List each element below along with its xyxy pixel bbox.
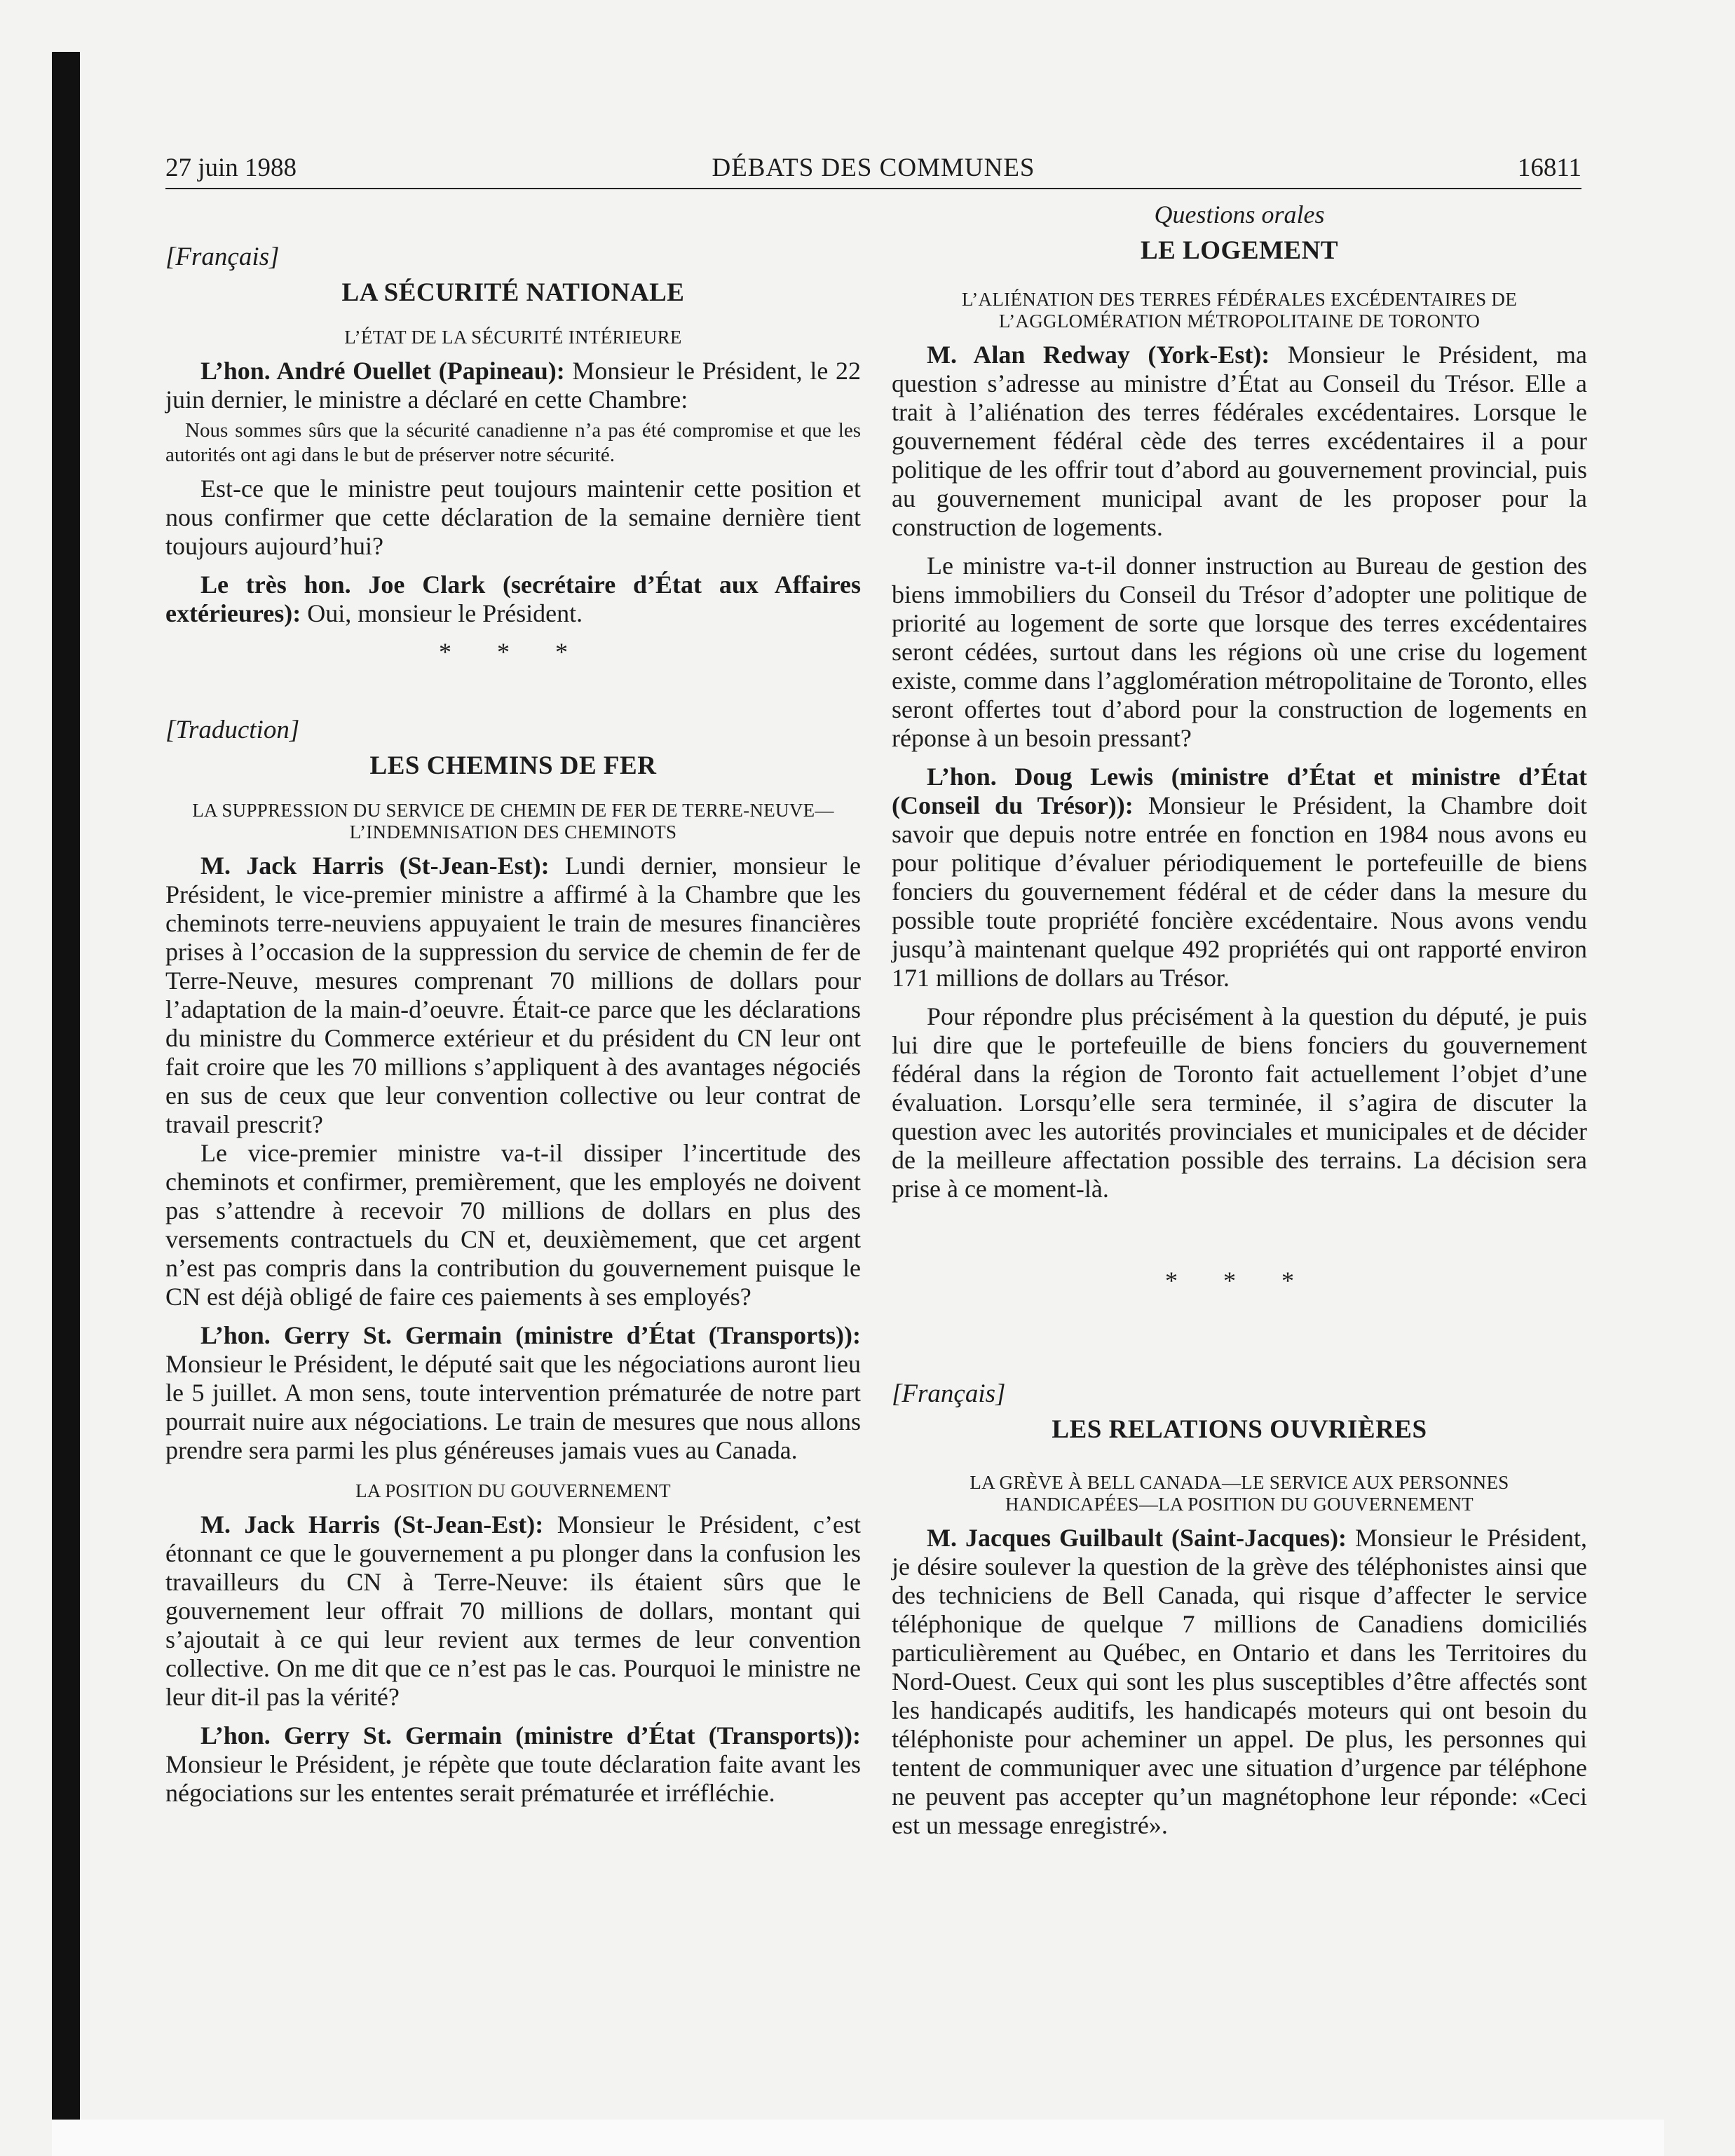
paragraph-text: Monsieur le Président, c’est étonnant ce que le gouvernement a pu plonger dans la confusion les travailleurs du CN à Terre-Neuve: ils étaient sûrs que le gouvernement leur offrait 70 millions de dollars, montant qui s’ajoutait à ce qui leur revient aux termes de leur convention collective. On me dit que ce n’est pas le cas. Pourquoi le ministre ne leur dit-il pas la vérité? [165, 1510, 861, 1711]
language-tag: [Français] [165, 243, 280, 271]
separator-stars: * * * [1165, 1267, 1314, 1295]
paragraph-text: Oui, monsieur le Président. [301, 599, 583, 627]
scan-edge [52, 52, 80, 2120]
paragraph [165, 1321, 861, 1465]
header-rule [165, 188, 1581, 189]
language-tag: [Français] [892, 1379, 1006, 1408]
paragraph [892, 341, 1587, 542]
speaker: M. Alan Redway (York-Est): [927, 341, 1270, 369]
quote-text: Nous sommes sûrs que la sécurité canadienne n’a pas été compromise et que les autorités ont agi dans le but de préserver notre sécurité. [165, 419, 861, 466]
paragraph [165, 1721, 861, 1808]
paragraph-text: Monsieur le Président, la Chambre doit savoir que depuis notre entrée en fonction en 1984 nous avons eu pour politique d’évaluer périodiquement le portefeuille de biens fonciers du gouvernement fédéral et de céder dans la mesure du possible toute propriété foncière excédentaire. Nous avons vendu jusqu’à maintenant quelque 492 propriétés qui ont rapporté environ 171 millions de dollars au Trésor. [892, 791, 1587, 992]
paragraph [165, 571, 861, 628]
left-column [165, 200, 861, 1808]
paragraph [892, 763, 1587, 992]
paragraph-text: Lundi dernier, monsieur le Président, le vice-premier ministre a affirmé à la Chambre que les cheminots terre-neuviens appuyaient le train de mesures financières prises à l’occasion de la suppression du service de chemin de fer de Terre-Neuve, mesures comprenant 70 millions de dollars pour l’adaptation de la main-d’oeuvre. Était-ce parce que les déclarations du ministre du Commerce extérieur et du président du CN leur ont fait croire que les 70 millions s’appliquent à des avantages négociés en sus de ceux que leur convention collective ou leur contrat de travail prescrit? [165, 852, 861, 1138]
header-date: 27 juin 1988 [165, 153, 297, 182]
speaker: M. Jack Harris (St-Jean-Est): [200, 1510, 544, 1538]
section-subheading: L’ÉTAT DE LA SÉCURITÉ INTÉRIEURE [344, 327, 682, 348]
paragraph [165, 852, 861, 1139]
speaker: M. Jack Harris (St-Jean-Est): [200, 852, 550, 880]
paragraph: Est-ce que le ministre peut toujours maintenir cette position et nous confirmer que cette déclaration de la semaine dernière tient toujours aujourd’hui? [165, 475, 861, 560]
paragraph-text: Monsieur le Président, ma question s’adresse au ministre d’État au Conseil du Trésor. Elle a trait à l’aliénation des terres fédérales excédentaires. Lorsque le gouvernement fédéral cède des terres excédentaires il a pour politique de les offrir tout d’abord au gouvernement provincial, puis au gouvernement municipal avant de les proposer pour la construction de logements. [892, 341, 1588, 541]
page-header [165, 153, 1581, 188]
topic-heading: Questions orales [1154, 200, 1325, 228]
speaker: L’hon. André Ouellet (Papineau): [200, 357, 565, 385]
speaker: Le très hon. Joe Clark (secrétaire d’État aux Affaires extérieures): [165, 571, 861, 627]
right-column [892, 200, 1587, 1840]
paragraph: Le ministre va-t-il donner instruction au Bureau de gestion des biens immobiliers du Conseil du Trésor d’adopter une politique de priorité au logement de sorte que lorsque des terres excédentaires seront cédées, surtout dans les régions où une crise du logement existe, comme dans l’agglomération métropolitaine de Toronto, elles seront offertes tout d’abord pour la construction de logements en réponse à un besoin pressant? [892, 552, 1587, 752]
section-subheading: LA GRÈVE À BELL CANADA—LE SERVICE AUX PERSONNES HANDICAPÉES—LA POSITION DU GOUVERNEMENT [969, 1472, 1509, 1515]
scan-margin [52, 2120, 1664, 2156]
paragraph-text: Monsieur le Président, le député sait que les négociations auront lieu le 5 juillet. A mon sens, toute intervention prématurée de notre part pourrait nuire aux négociations. Le train de mesures que nous allons prendre sera parmi les plus généreuses jamais vues au Canada. [165, 1350, 861, 1464]
paragraph [165, 357, 861, 414]
section-subheading: L’ALIÉNATION DES TERRES FÉDÉRALES EXCÉDENTAIRES DE L’AGGLOMÉRATION MÉTROPOLITAINE DE TORONTO [961, 289, 1518, 332]
paragraph: Le vice-premier ministre va-t-il dissiper l’incertitude des cheminots et confirmer, premièrement, que les employés ne doivent pas s’attendre à recevoir 70 millions de dollars en plus des versements contractuels du CN et, deuxièmement, que cet argent n’est pas compris dans la contribution du gouvernement puisque le CN est déjà obligé de faire ces paiements à ses employés? [165, 1139, 861, 1311]
header-title: DÉBATS DES COMMUNES [712, 153, 1035, 182]
section-heading: LES CHEMINS DE FER [369, 751, 657, 780]
speaker: M. Jacques Guilbault (Saint-Jacques): [927, 1524, 1347, 1552]
quotation [165, 418, 861, 468]
paragraph [165, 1510, 861, 1712]
paragraph [892, 1524, 1587, 1840]
section-heading: LES RELATIONS OUVRIÈRES [1052, 1415, 1427, 1444]
header-page-number: 16811 [1517, 153, 1581, 182]
paragraph-text: Monsieur le Président, je répète que toute déclaration faite avant les négociations sur les ententes serait prématurée et irréfléchie. [165, 1750, 861, 1807]
paragraph: Pour répondre plus précisément à la question du député, je puis lui dire que le portefeuille de biens fonciers du gouvernement fédéral dans la région de Toronto fait actuellement l’objet d’une évaluation. Lorsqu’elle sera terminée, il s’agira de discuter la question avec les autorités provinciales et municipales et de décider de la meilleure affectation possible des terrains. La décision sera prise à ce moment-là. [892, 1002, 1587, 1203]
section-subheading: LA POSITION DU GOUVERNEMENT [355, 1480, 671, 1501]
paragraph-text: Monsieur le Président, je désire soulever la question de la grève des téléphonistes ainsi que des techniciens de Bell Canada, qui risque d’affecter le service téléphonique de quelque 7 millions de Canadiens domiciliés particulièrement au Québec, en Ontario et dans les Territoires du Nord-Ouest. Ceux qui sont les plus susceptibles d’être affectés sont les handicapés auditifs, les handicapés moteurs qui ont besoin du téléphoniste pour acheminer un appel. De plus, les personnes qui tentent de communiquer avec une situation d’urgence par téléphone ne peuvent pas accepter qu’un magnétophone leur réponde: «Ceci est un message enregistré». [892, 1524, 1587, 1839]
language-tag: [Traduction] [165, 716, 300, 744]
section-heading: LE LOGEMENT [1140, 236, 1339, 265]
section-heading: LA SÉCURITÉ NATIONALE [341, 278, 685, 307]
speaker: L’hon. Doug Lewis (ministre d’État et ministre d’État (Conseil du Trésor)): [892, 763, 1587, 819]
section-subheading: LA SUPPRESSION DU SERVICE DE CHEMIN DE FER DE TERRE-NEUVE—L’INDEMNISATION DES CHEMINOTS [192, 800, 834, 842]
separator-stars: * * * [439, 638, 587, 666]
speaker: L’hon. Gerry St. Germain (ministre d’État (Transports)): [200, 1321, 861, 1349]
speaker: L’hon. Gerry St. Germain (ministre d’État (Transports)): [200, 1721, 861, 1749]
paragraph-text: Monsieur le Président, le 22 juin dernier, le ministre a déclaré en cette Chambre: [165, 357, 861, 414]
